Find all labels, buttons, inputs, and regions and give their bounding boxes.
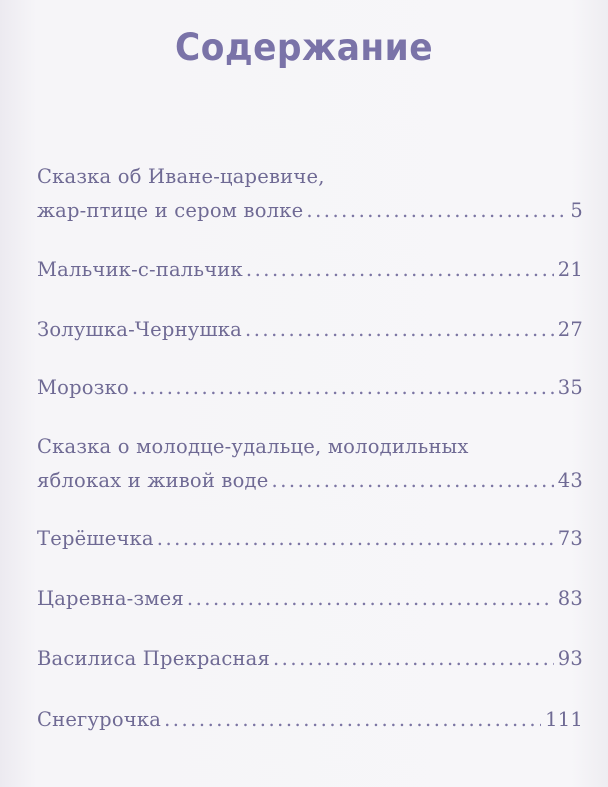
toc-entry-row	[37, 253, 583, 287]
toc-page-number: 5	[570, 199, 583, 222]
toc-entry-5	[37, 430, 583, 498]
toc-page-number: 73	[557, 527, 583, 550]
toc-entry-title: Василиса Прекрасная	[37, 647, 270, 670]
dot-leader	[164, 703, 541, 737]
toc-entry-title: Мальчик-с-пальчик	[37, 258, 243, 281]
toc-page-number: 43	[557, 469, 583, 492]
page-title: Содержание	[175, 26, 433, 69]
dot-leader	[246, 253, 554, 287]
toc-page-number: 83	[557, 587, 583, 610]
toc-entry-row	[37, 703, 583, 737]
toc-entry-row	[37, 194, 583, 228]
dot-leader	[245, 313, 554, 347]
toc-entry-title: Морозко	[37, 376, 129, 399]
dot-leader	[273, 642, 554, 676]
toc-entry-4	[37, 371, 583, 405]
toc-entry-title: Снегурочка	[37, 708, 162, 731]
toc-page-number: 21	[557, 258, 583, 281]
toc-entry-1	[37, 160, 583, 228]
dot-leader	[132, 371, 554, 405]
dot-leader	[272, 464, 554, 498]
toc-entry-row	[37, 642, 583, 676]
toc-entry-text-line: Сказка о молодце-удальце, молодильных	[37, 435, 469, 458]
toc-entry-9	[37, 703, 583, 737]
toc-entry-row	[37, 464, 583, 498]
toc-entry-3	[37, 313, 583, 347]
toc-entry-title: яблоках и живой воде	[37, 469, 269, 492]
toc-page-number: 35	[557, 376, 583, 399]
toc-page-number: 111	[545, 708, 583, 731]
toc-entry-row	[37, 522, 583, 556]
dot-leader	[157, 522, 554, 556]
toc-entry-title: Царевна-змея	[37, 587, 184, 610]
toc-entry-title: Золушка-Чернушка	[37, 318, 242, 341]
toc-entry-text-line: Сказка об Иване-царевиче,	[37, 165, 325, 188]
toc-entry-title: жар-птице и сером волке	[37, 199, 304, 222]
toc-entry-row	[37, 313, 583, 347]
toc-entry-row	[37, 582, 583, 616]
toc-entry-2	[37, 253, 583, 287]
toc-entry-8	[37, 642, 583, 676]
toc-page-number: 93	[557, 647, 583, 670]
toc-entry-row	[37, 371, 583, 405]
dot-leader	[187, 582, 554, 616]
dot-leader	[306, 194, 566, 228]
toc-entry-6	[37, 522, 583, 556]
toc-page-number: 27	[557, 318, 583, 341]
toc-entry-7	[37, 582, 583, 616]
toc-entry-title: Терёшечка	[37, 527, 154, 550]
